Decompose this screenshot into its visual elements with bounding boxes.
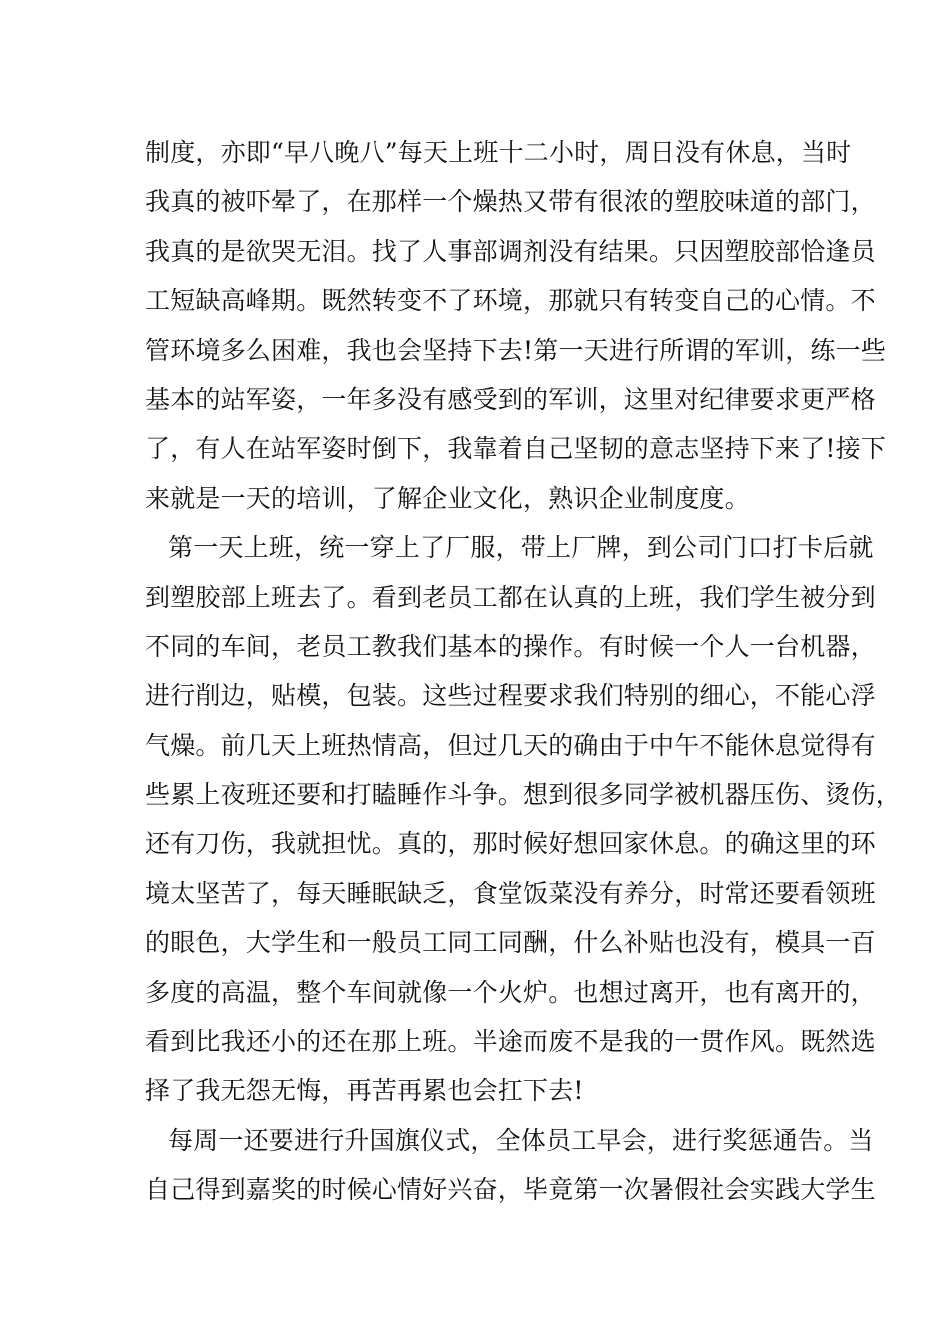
text-line: 择了我无怨无悔，再苦再累也会扛下去! [145,1076,584,1106]
text-line: 制度，亦即“早八晚八”每天上班十二小时，周日没有休息，当时 [145,138,852,167]
text-line: 气燥。前几天上班热情高，但过几天的确由于中午不能休息觉得有 [145,730,876,760]
text-line: 自己得到嘉奖的时候心情好兴奋，毕竟第一次暑假社会实践大学生 [145,1175,876,1205]
text-line: 的眼色，大学生和一般员工同工同酬，什么补贴也没有，模具一百 [145,928,876,958]
text-line: 了，有人在站军姿时倒下，我靠着自己坚韧的意志坚持下来了!接下 [145,434,887,464]
text-line: 到塑胶部上班去了。看到老员工都在认真的上班，我们学生被分到 [145,582,876,612]
text-line: 我真的被吓晕了，在那样一个燥热又带有很浓的塑胶味道的部门， [145,187,876,217]
text-line: 不同的车间，老员工教我们基本的操作。有时候一个人一台机器， [145,631,876,661]
text-line: 工短缺高峰期。既然转变不了环境，那就只有转变自己的心情。不 [145,286,876,316]
text-line: 基本的站军姿，一年多没有感受到的军训，这里对纪律要求更严格 [145,384,876,414]
text-line: 管环境多么困难，我也会坚持下去!第一天进行所谓的军训，练一些 [145,335,887,365]
text-line: 境太坚苦了，每天睡眠缺乏，食堂饭菜没有养分，时常还要看领班 [145,878,876,908]
text-line: 看到比我还小的还在那上班。半途而废不是我的一贯作风。既然选 [145,1027,876,1057]
text-line: 还有刀伤，我就担忧。真的，那时候好想回家休息。的确这里的环 [145,829,876,859]
text-line: 多度的高温，整个车间就像一个火炉。也想过离开，也有离开的， [145,977,876,1007]
document-body [145,128,902,1215]
text-line: 进行削边，贴模，包装。这些过程要求我们特别的细心，不能心浮 [145,681,876,711]
text-line: 来就是一天的培训，了解企业文化，熟识企业制度度。 [145,483,750,513]
text-line: 些累上夜班还要和打瞌睡作斗争。想到很多同学被机器压伤、烫伤， [145,780,902,810]
text-line: 我真的是欲哭无泪。找了人事部调剂没有结果。只因塑胶部恰逢员 [145,236,876,266]
paragraph-first-line: 第一天上班，统一穿上了厂服，带上厂牌，到公司门口打卡后就 [168,533,874,563]
paragraph-first-line: 每周一还要进行升国旗仪式，全体员工早会，进行奖惩通告。当 [168,1125,874,1155]
